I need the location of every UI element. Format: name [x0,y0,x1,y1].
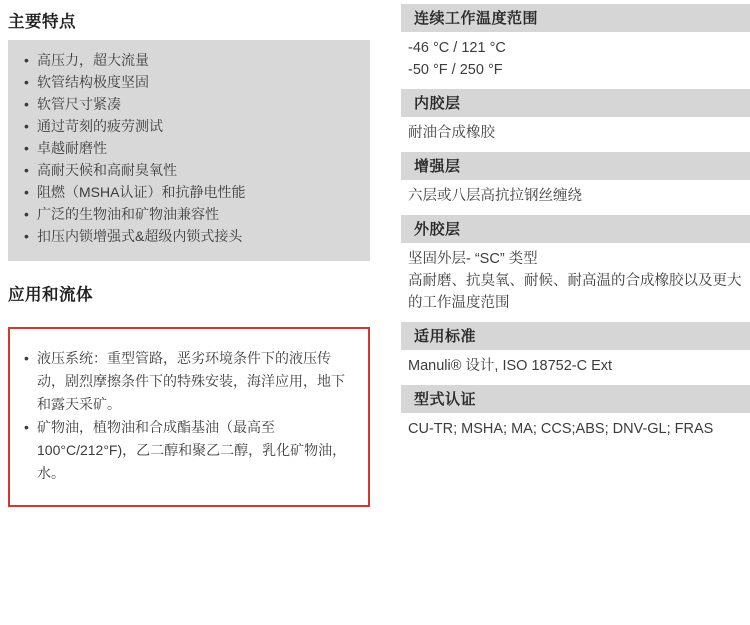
features-list [22,49,356,247]
spec-section-title: 外胶层 [401,215,750,243]
spec-section-title: 型式认证 [401,385,750,413]
application-item: • 矿物油，植物油和合成酯基油（最高至100°C/212°F)，乙二醇和聚乙二醇，乳化矿物油，水。 [22,416,356,485]
spec-section-title: 内胶层 [401,89,750,117]
feature-item: • 高耐天候和高耐臭氧性 [22,159,356,181]
feature-item: • 软管尺寸紧凑 [22,93,356,115]
feature-item: • 通过苛刻的疲劳测试 [22,115,356,137]
feature-item: • 软管结构极度坚固 [22,71,356,93]
spec-section-body [408,355,750,377]
spec-section-body [408,185,750,207]
feature-item: • 高压力，超大流量 [22,49,356,71]
features-panel [8,40,370,261]
spec-value: -46 °C / 121 °C [408,40,506,56]
features-heading: 主要特点 [8,13,76,31]
right-column [401,4,750,448]
spec-value: 六层或八层高抗拉钢丝缠绕 [408,188,582,204]
spec-value: 高耐磨、抗臭氧、耐候、耐高温的合成橡胶以及更大的工作温度范围 [408,273,742,311]
spec-value: Manuli® 设计, ISO 18752-C Ext [408,358,613,374]
applications-heading: 应用和流体 [8,286,93,304]
feature-item: • 广泛的生物油和矿物油兼容性 [22,203,356,225]
feature-item: • 扣压内锁增强式&超级内锁式接头 [22,225,356,247]
feature-item: • 卓越耐磨性 [22,137,356,159]
applications-list [22,347,356,485]
spec-section-reinforcement [401,152,750,207]
feature-item: • 阻燃（MSHA认证）和抗静电性能 [22,181,356,203]
spec-section-inner-tube [401,89,750,144]
spec-section-standards [401,322,750,377]
spec-section-title: 连续工作温度范围 [401,4,750,32]
spec-value: 耐油合成橡胶 [408,125,495,141]
spec-value: 坚固外层- “SC” 类型 [408,251,538,267]
spec-section-body [408,37,750,81]
spec-section-body [408,122,750,144]
spec-value: -50 °F / 250 °F [408,62,503,78]
spec-section-title: 增强层 [401,152,750,180]
spec-section-body [408,248,750,314]
spec-section-title: 适用标准 [401,322,750,350]
spec-value: CU-TR; MSHA; MA; CCS;ABS; DNV-GL; FRAS [408,421,714,437]
application-item: • 液压系统：重型管路，恶劣环境条件下的液压传动，剧烈摩擦条件下的特殊安装，海洋应用，地下和露天采矿。 [22,347,356,416]
applications-highlight-box [8,327,370,507]
spec-section-type-approvals [401,385,750,440]
spec-section-temperature-range [401,4,750,81]
spec-section-body [408,418,750,440]
spec-section-cover [401,215,750,314]
left-column [8,8,370,507]
